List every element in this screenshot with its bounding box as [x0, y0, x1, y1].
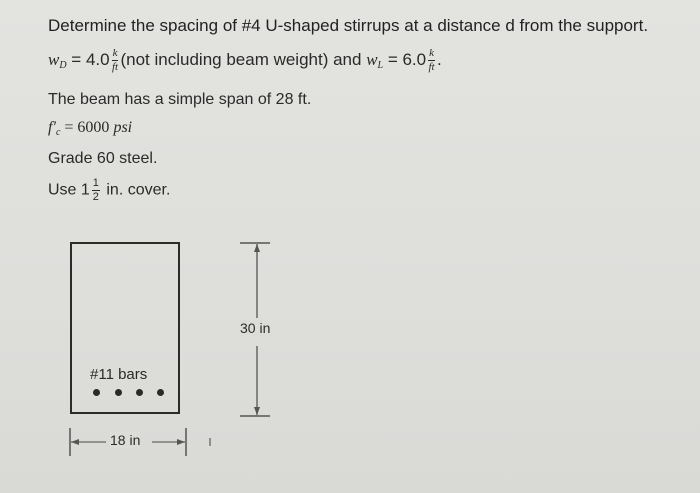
reinforcing-bar	[115, 389, 122, 396]
live-load-subscript: L	[377, 59, 384, 71]
dead-load-unit	[112, 48, 119, 73]
dead-load-subscript: D	[59, 59, 67, 71]
fc-unit: psi	[113, 119, 133, 136]
cover-fraction-den: 2	[92, 191, 99, 203]
live-load-unit-den: ft	[428, 61, 435, 73]
cover-statement	[48, 178, 170, 203]
dead-load-value: = 4.0	[66, 49, 110, 69]
live-load-trail: .	[437, 49, 442, 69]
width-label: 18 in	[110, 432, 141, 448]
beam-cross-section	[70, 242, 180, 414]
problem-statement: Determine the spacing of #4 U-shaped stirrups at a distance d from the support.	[48, 16, 649, 35]
load-line	[48, 48, 442, 73]
height-label: 30 in	[240, 320, 271, 336]
bars-label: #11 bars	[90, 366, 148, 383]
height-arrow-down	[254, 407, 260, 415]
span-statement: The beam has a simple span of 28 ft.	[48, 91, 312, 108]
cover-suffix: in. cover.	[101, 181, 171, 199]
live-load-symbol: w	[366, 49, 378, 69]
dead-load-note: (not including beam weight) and	[120, 49, 367, 69]
cover-prefix: Use 1	[48, 181, 90, 199]
live-load-unit-num: k	[429, 47, 434, 59]
cover-fraction-num: 1	[92, 177, 99, 189]
steel-grade: Grade 60 steel.	[48, 150, 158, 167]
dead-load-unit-num: k	[112, 47, 118, 59]
live-load-unit	[428, 48, 435, 73]
width-arrow-left	[71, 439, 79, 445]
height-arrow-up	[254, 244, 260, 252]
live-load-value: = 6.0	[383, 49, 427, 69]
fc-subscript: c	[55, 127, 61, 138]
concrete-strength	[48, 119, 132, 138]
cover-fraction	[92, 178, 100, 203]
fc-symbol: f′	[48, 119, 56, 136]
width-arrow-right	[177, 439, 185, 445]
dead-load-unit-den: ft	[111, 61, 119, 73]
reinforcing-bar	[136, 389, 143, 396]
dead-load-symbol: w	[48, 49, 60, 69]
fc-value: = 6000	[60, 119, 114, 136]
reinforcing-bar	[93, 389, 100, 396]
reinforcing-bar	[157, 389, 164, 396]
